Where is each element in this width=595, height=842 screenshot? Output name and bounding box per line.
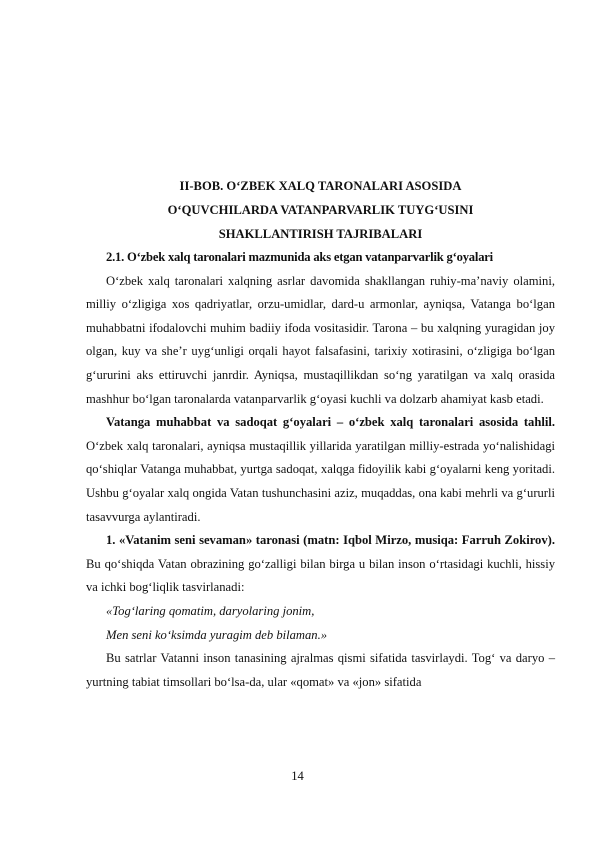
paragraph-song-1-text: Bu qo‘shiqda Vatan obrazining go‘zalligi bilan birga u bilan inson o‘rtasidagi kuchli, hissiy va ichki bog‘liqlik tasvirlanadi:: [86, 556, 555, 595]
chapter-heading-line-3: SHAKLLANTIRISH TAJRIBALARI: [218, 227, 423, 241]
paragraph-commentary: Bu satrlar Vatanni inson tanasining ajralmas qismi sifatida tasvirlaydi. Tog‘ va daryo – yurtning tabiat timsollari bo‘lsa-da, ular «qomat» va «jon» sifatida: [86, 651, 555, 689]
paragraph-analysis-lead: Vatanga muhabbat va sadoqat g‘oyalari – o‘zbek xalq taronalari asosida tahlil.: [106, 415, 555, 430]
paragraph-intro: O‘zbek xalq taronalari xalqning asrlar davomida shakllangan ruhiy-ma’naviy olamini, milliy o‘zligiga xos qadriyatlar, orzu-umidlar, dard-u armonlar, ayniqsa, Vatanga bo‘lgan muhabbatni ifodalovchi muhim badiiy ifoda vositasidir. Tarona – bu xalqning yuragidan joy olgan, kuy va she’r uyg‘unligi orqali hayot falsafasini, tarixiy xotirasini, o‘zligiga bo‘lgan g‘ururini aks ettiruvchi janrdir. Ayniqsa, mustaqillikdan so‘ng yaratilgan va xalq orasida mashhur bo‘lgan taronalarda vatanparvarlik g‘oyasi kuchli va dolzarb ahamiyat kasb etadi.: [86, 273, 555, 406]
verse-line-1: «Tog‘laring qomatim, daryolaring jonim,: [106, 603, 315, 618]
chapter-heading: [86, 174, 555, 246]
chapter-heading-line-2: O‘QUVCHILARDA VATANPARVARLIK TUYG‘USINI: [167, 203, 474, 217]
section-title: 2.1. O‘zbek xalq taronalari mazmunida aks etgan vatanparvarlik g‘oyalari: [106, 250, 493, 264]
body-text: [86, 246, 555, 694]
verse-line-2: Men seni ko‘ksimda yuragim deb bilaman.»: [106, 627, 328, 642]
paragraph-analysis-text: O‘zbek xalq taronalari, ayniqsa mustaqillik yillarida yaratilgan milliy-estrada yo‘nalishidagi qo‘shiqlar Vatanga muhabbat, yurtga sadoqat, xalqga fidoyilik kabi g‘oyalarni keng yoritadi. Ushbu g‘oyalar xalq ongida Vatan tushunchasini aziz, muqaddas, ona kabi mehrli va g‘ururli tasavvurga aylantiradi.: [86, 438, 555, 524]
paragraph-song-1-lead: 1. «Vatanim seni sevaman» taronasi (matn: Iqbol Mirzo, musiqa: Farruh Zokirov).: [106, 533, 555, 548]
paragraph-analysis: [86, 411, 555, 529]
chapter-heading-line-1: II-BOB. O‘ZBEK XALQ TARONALARI ASOSIDA: [179, 179, 462, 193]
paragraph-song-1: [86, 529, 555, 600]
page-number: 14: [291, 769, 304, 783]
